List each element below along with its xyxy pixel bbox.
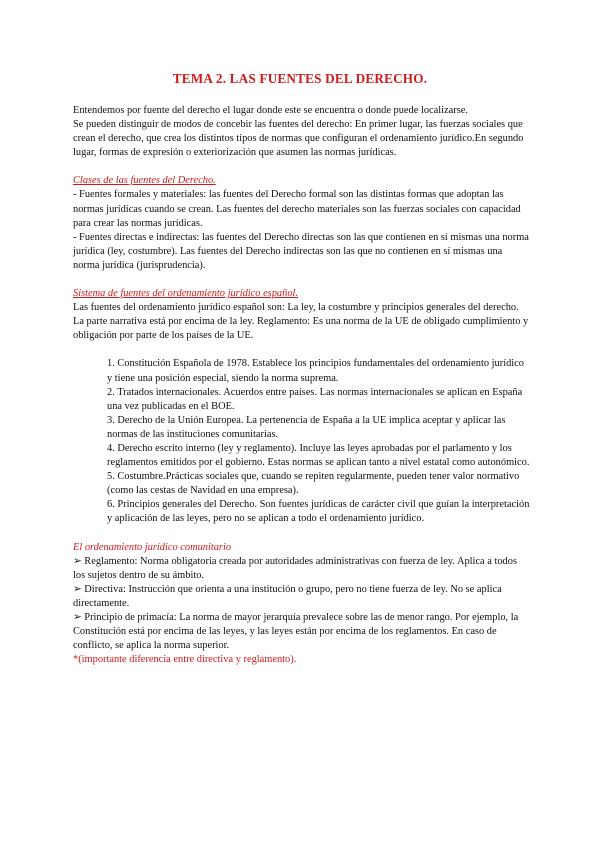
sources-list: [73, 357, 531, 526]
list-item: 1. Constitución Española de 1978. Establece los principios fundamentales del ordenamiento jurídico y tiene una posición especial, siendo la norma suprema.: [107, 358, 524, 384]
list-item: 2. Tratados internacionales. Acuerdos entre países. Las normas internacionales se aplican en España una vez publicadas en el BOE.: [107, 386, 523, 412]
list-item: - Fuentes formales y materiales: las fuentes del Derecho formal son las distintas formas que adoptan las normas jurídicas cuando se crean. Las fuentes del derecho materiales son las fuerzas sociales con capacidad para crear las normas jurídicas.: [73, 189, 521, 229]
list-item: 4. Derecho escrito interno (ley y reglamento). Incluye las leyes aprobadas por el parlamento y los reglamentos emitidos por el gobierno. Estas normas se aplican tanto a nivel estatal como autonómico.: [107, 442, 530, 469]
page-title: TEMA 2. LAS FUENTES DEL DERECHO.: [172, 71, 428, 86]
list-item: - Fuentes directas e indirectas: las fuentes del Derecho directas son las que contienen en sí mismas una norma jurídica (ley, costumbre). Las fuentes del Derecho indirectas son las que no contienen en sí mismas una norma jurídica (jurisprudencia).: [73, 231, 529, 271]
section-heading-comunitario: El ordenamiento jurídico comunitario: [73, 541, 232, 553]
list-item: ➢ Directiva: Instrucción que orienta a una institución o grupo, pero no tiene fuerza de ley. No se aplica directamente.: [73, 583, 502, 609]
important-note: *(importante diferencia entre directiva y reglamento).: [73, 654, 297, 666]
list-item: 6. Principios generales del Derecho. Son fuentes jurídicas de carácter civil que guían la interpretación y aplicación de las leyes, pero no se aplican a todo el ordenamiento jurídico.: [107, 499, 530, 525]
list-item: ➢ Reglamento: Norma obligatoria creada por autoridades administrativas con fuerza de ley. Aplica a todos los sujetos dentro de su ámbito.: [73, 555, 517, 581]
list-item: ➢ Principio de primacía: La norma de mayor jerarquía prevalece sobre las de menor rango. Por ejemplo, la Constitución está por encima de las leyes, y las leyes están por encima de los reglamentos. En caso de conflicto, se aplica la norma superior.: [73, 612, 519, 652]
section-heading-clases: Clases de las fuentes del Derecho.: [73, 175, 216, 187]
section-heading-sistema: Sistema de fuentes del ordenamiento jurídico español.: [73, 288, 298, 300]
intro-paragraph: Se pueden distinguir de modos de concebir las fuentes del derecho: En primer lugar, las fuerzas sociales que crean el derecho, que crea los distintos tipos de normas que configuran el ordenamiento jurídico.En segundo lugar, formas de expresión o exteriorización que asumen las normas jurídicas.: [73, 119, 524, 159]
section-paragraph: Las fuentes del ordenamiento jurídico español son: La ley, la costumbre y principios generales del derecho. La parte narrativa está por encima de la ley. Reglamento: Es una norma de la UE de obligado cumplimiento y obligación por parte de los países de la UE.: [73, 302, 529, 342]
intro-paragraph: Entendemos por fuente del derecho el lugar donde este se encuentra o donde puede localizarse.: [73, 105, 468, 116]
document-body: [73, 104, 531, 667]
list-item: 3. Derecho de la Unión Europea. La pertenencia de España a la UE implica aceptar y aplicar las normas de las instituciones comunitarias.: [107, 414, 506, 440]
list-item: 5. Costumbre.Prácticas sociales que, cuando se repiten regularmente, pueden tener valor normativo (como las cestas de Navidad en una empresa).: [107, 471, 520, 497]
